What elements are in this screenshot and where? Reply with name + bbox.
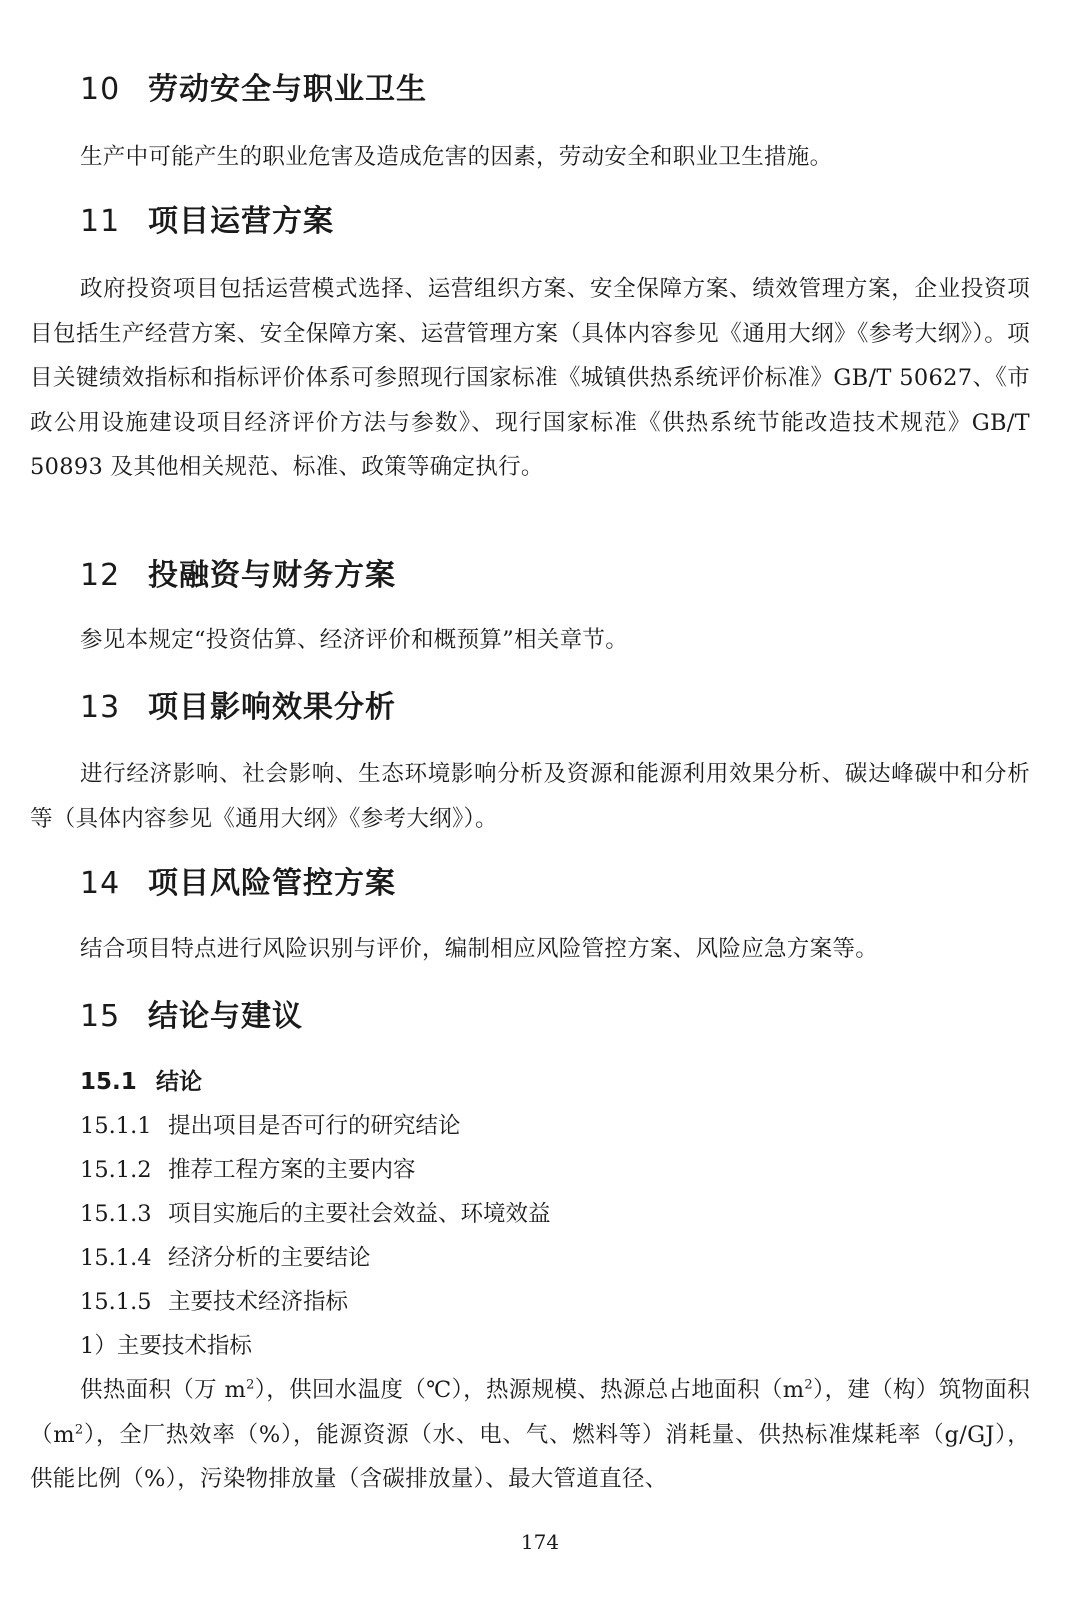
section-number: 14 — [80, 866, 121, 901]
clause-text: 项目实施后的主要社会效益、环境效益 — [168, 1201, 551, 1227]
clause-15-1-1 — [80, 1111, 461, 1141]
clause-15-1-2 — [80, 1155, 416, 1185]
section-number: 15 — [80, 999, 121, 1034]
page-number: 174 — [520, 1530, 560, 1554]
clause-number: 15.1.5 — [80, 1289, 152, 1315]
section-title: 项目影响效果分析 — [148, 690, 396, 725]
section-number: 11 — [80, 204, 121, 239]
text-run: 供热面积（万 m — [80, 1377, 247, 1403]
clause-text: 提出项目是否可行的研究结论 — [168, 1113, 461, 1139]
text-run: ），全厂热效率（%），能源资源（水、电、气、燃料等）消耗量、供热标准煤耗率（g/GJ），供能比例（%），污染物排放量（含碳排放量）、最大管道直径、 — [30, 1421, 1030, 1492]
clause-text: 经济分析的主要结论 — [168, 1245, 371, 1271]
superscript: 2 — [74, 1422, 84, 1437]
subsection-heading-15-1 — [80, 1067, 202, 1097]
section-heading-15 — [80, 999, 303, 1035]
section-heading-13 — [80, 690, 396, 726]
section-number: 13 — [80, 690, 121, 725]
section-heading-12 — [80, 558, 396, 594]
clause-15-1-4 — [80, 1243, 371, 1273]
subsection-number: 15.1 — [80, 1069, 137, 1095]
clause-number: 15.1.2 — [80, 1157, 152, 1183]
section-10-body: 生产中可能产生的职业危害及造成危害的因素，劳动安全和职业卫生措施。 — [80, 144, 833, 170]
superscript: 2 — [804, 1377, 813, 1393]
section-number: 12 — [80, 558, 121, 593]
superscript: 2 — [246, 1377, 255, 1393]
clause-text: 推荐工程方案的主要内容 — [168, 1157, 416, 1183]
clause-15-1-3 — [80, 1199, 551, 1229]
subsection-title: 结论 — [156, 1069, 202, 1095]
section-title: 结论与建议 — [148, 999, 303, 1034]
section-title: 投融资与财务方案 — [148, 558, 396, 593]
technical-indicators-body — [30, 1368, 1030, 1502]
section-title: 项目运营方案 — [148, 204, 334, 239]
section-number: 10 — [80, 72, 121, 107]
list-item-technical-indicators: 1）主要技术指标 — [80, 1333, 252, 1359]
section-12-body: 参见本规定“投资估算、经济评价和概预算”相关章节。 — [80, 627, 629, 653]
clause-15-1-5 — [80, 1287, 348, 1317]
section-title: 劳动安全与职业卫生 — [148, 72, 427, 107]
section-heading-14 — [80, 866, 396, 902]
section-heading-10 — [80, 72, 427, 108]
section-title: 项目风险管控方案 — [148, 866, 396, 901]
text-run: ），建（构）筑物面积（m — [30, 1377, 1030, 1448]
clause-number: 15.1.1 — [80, 1113, 152, 1139]
clause-text: 主要技术经济指标 — [168, 1289, 349, 1315]
section-11-body: 政府投资项目包括运营模式选择、运营组织方案、安全保障方案、绩效管理方案，企业投资项目包括生产经营方案、安全保障方案、运营管理方案（具体内容参见《通用大纲》《参考大纲》）。项目关键绩效指标和指标评价体系可参照现行国家标准《城镇供热系统评价标准》GB/T 50627、《市政公用设施建设项目经济评价方法与参数》、现行国家标准《供热系统节能改造技术规范》GB/T 50893 及其他相关规范、标准、政策等确定执行。 — [30, 276, 1030, 480]
clause-number: 15.1.3 — [80, 1201, 152, 1227]
section-heading-11 — [80, 204, 334, 240]
section-14-body: 结合项目特点进行风险识别与评价，编制相应风险管控方案、风险应急方案等。 — [80, 936, 879, 962]
clause-number: 15.1.4 — [80, 1245, 152, 1271]
section-13-body: 进行经济影响、社会影响、生态环境影响分析及资源和能源利用效果分析、碳达峰碳中和分析等（具体内容参见《通用大纲》《参考大纲》）。 — [30, 761, 1030, 832]
text-run: ），供回水温度（℃），热源规模、热源总占地面积（m — [254, 1377, 805, 1403]
